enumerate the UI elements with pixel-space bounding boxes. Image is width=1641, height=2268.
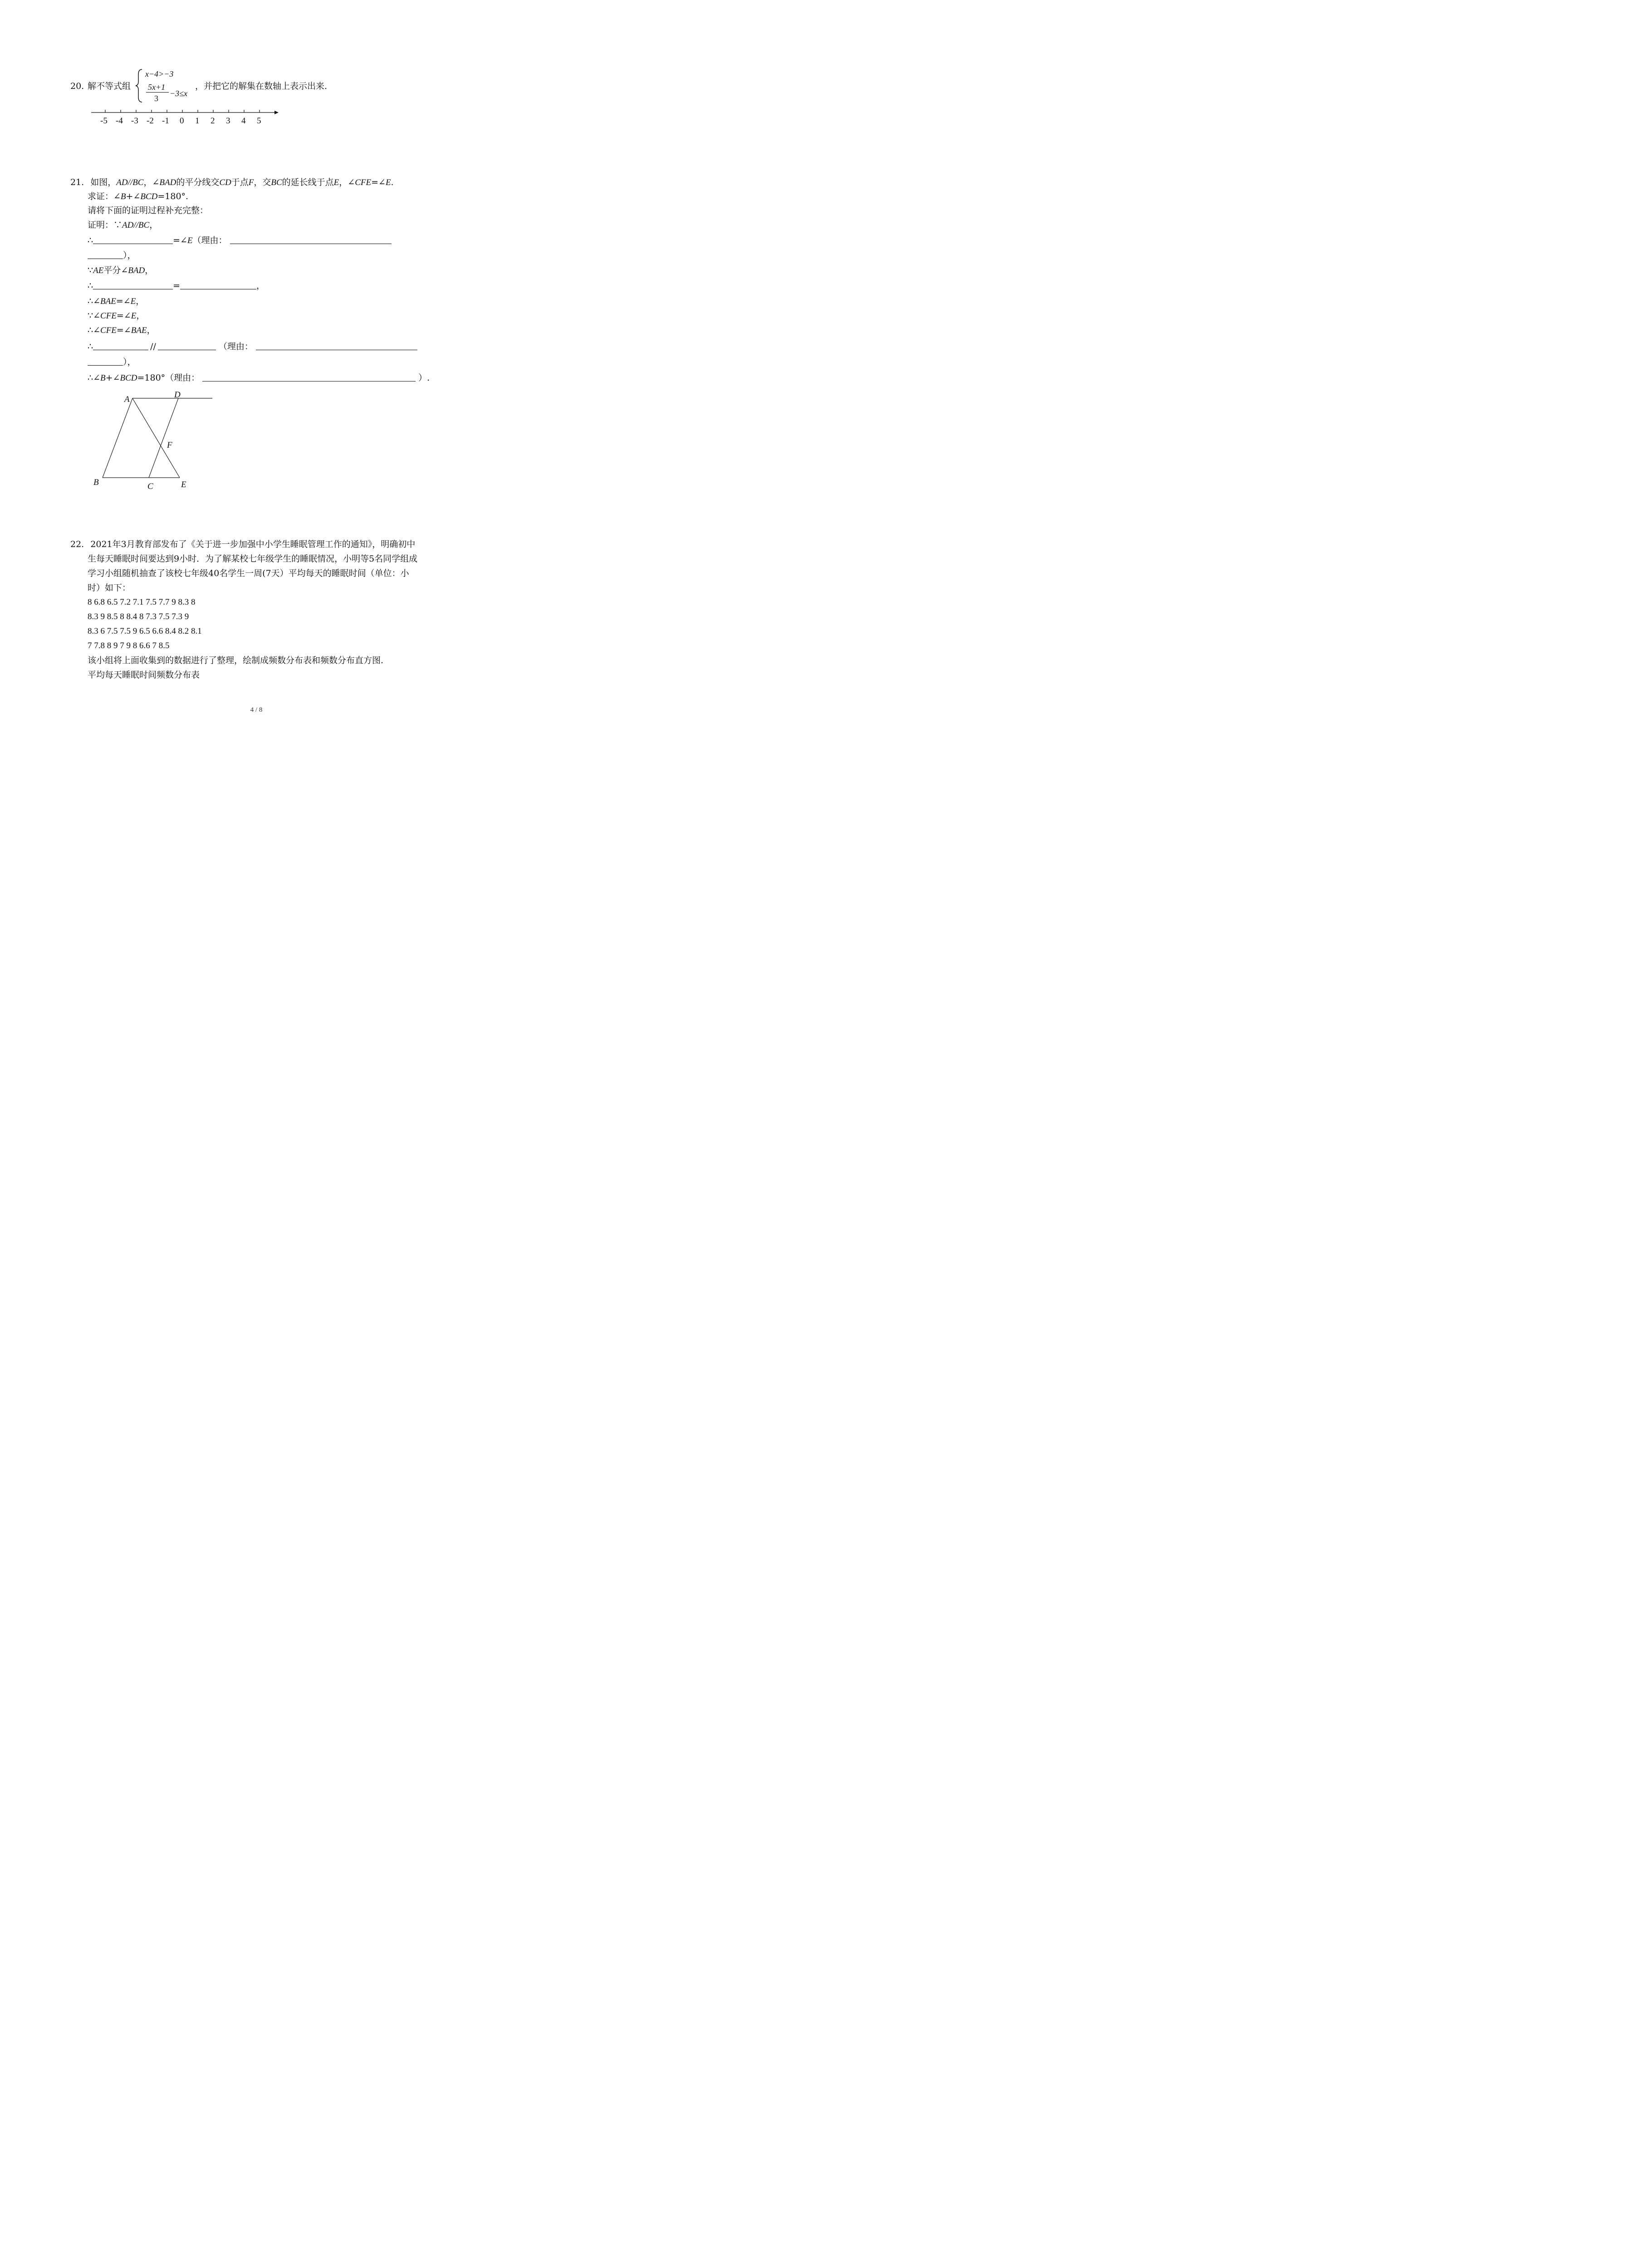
point-label-d: D xyxy=(174,390,181,400)
page-number: 4 / 8 xyxy=(250,706,263,714)
q20-inequality-1: x−4>−3 xyxy=(145,69,174,78)
q20-tail: ，并把它的解集在数轴上表示出来. xyxy=(195,81,328,91)
q20-fraction-denominator: 3 xyxy=(154,94,158,103)
data-row: 8 6.8 6.5 7.2 7.1 7.5 7.7 9 8.3 8 xyxy=(88,597,196,607)
axis-tick-label: -1 xyxy=(162,116,169,126)
geometry-figure xyxy=(91,388,218,488)
axis-tick-label: -2 xyxy=(147,116,154,126)
q22-table-title: 平均每天睡眠时间频数分布表 xyxy=(88,670,200,680)
reason-blank[interactable] xyxy=(256,342,417,350)
point-label-f: F xyxy=(167,440,172,450)
reason-blank[interactable] xyxy=(230,235,392,244)
axis-tick-label: 3 xyxy=(226,116,230,126)
axis-tick-label: 0 xyxy=(180,116,184,126)
axis-tick-label: 4 xyxy=(241,116,246,126)
axis-tick-label: 1 xyxy=(195,116,200,126)
q21-proof-start: 证明：∵AD//BC， xyxy=(88,220,158,230)
point-label-c: C xyxy=(147,482,153,491)
answer-blank[interactable] xyxy=(158,342,216,350)
axis-tick-label: -4 xyxy=(116,116,123,126)
q21-step-2: ∵AE平分∠BAD， xyxy=(88,265,154,275)
q22-paragraph-line-3: 学习小组随机抽查了该校七年级40名学生一周(7天）平均每天的睡眠时间（单位：小 xyxy=(88,568,409,578)
axis-tick-label: 5 xyxy=(257,116,261,126)
q21-step-5: ∵∠CFE=∠E， xyxy=(88,311,145,321)
axis-tick-label: -3 xyxy=(131,116,138,126)
q20-fraction-numerator: 5x+1 xyxy=(148,83,166,92)
reason-blank[interactable] xyxy=(88,357,123,366)
q21-step-4: ∴∠BAE=∠E， xyxy=(88,296,145,306)
q21-instruction: 请将下面的证明过程补充完整： xyxy=(88,205,209,215)
q22-paragraph-line-1: 22. 2021年3月教育部发布了《关于进一步加强中小学生睡眠管理工作的通知》，明确初中 xyxy=(70,539,416,549)
q21-step-7-cont: ）， xyxy=(88,357,136,367)
q22-paragraph-line-2: 生每天睡眠时间要达到9小时．为了解某校七年级学生的睡眠情况，小明等5名同学组成 xyxy=(88,554,418,564)
q21-line-1: 21. 如图，AD//BC，∠BAD的平分线交CD于点F，交BC的延长线于点E，∠CFE=∠E. xyxy=(70,177,394,187)
q21-step-3: ∴ = ， xyxy=(88,281,265,291)
q21-step-7: ∴ // （理由： xyxy=(88,341,417,352)
q21-step-6: ∴∠CFE=∠BAE， xyxy=(88,325,156,335)
data-row: 7 7.8 8 9 7 9 8 6.6 7 8.5 xyxy=(88,641,170,650)
point-label-e: E xyxy=(181,480,186,489)
reason-blank[interactable] xyxy=(88,250,123,259)
segment-dc xyxy=(149,398,178,478)
point-label-b: B xyxy=(93,478,99,487)
point-label-a: A xyxy=(124,395,130,404)
q21-number: 21. xyxy=(70,177,84,187)
data-row: 8.3 6 7.5 7.5 9 6.5 6.6 8.4 8.2 8.1 xyxy=(88,626,202,636)
q21-step-1: ∴ =∠E（理由： xyxy=(88,235,392,246)
q21-prove: 求证：∠B+∠BCD=180°. xyxy=(88,191,189,201)
answer-blank[interactable] xyxy=(180,281,256,289)
answer-blank[interactable] xyxy=(93,235,173,244)
segment-ab xyxy=(103,398,132,478)
reason-blank[interactable] xyxy=(202,373,416,381)
q20-inequality-2-rest: −3≤x xyxy=(170,89,188,98)
segment-ae xyxy=(132,398,180,478)
q20-number: 20. xyxy=(70,81,84,91)
system-brace-icon xyxy=(135,68,144,103)
q21-step-1-cont: ）， xyxy=(88,250,136,261)
answer-blank[interactable] xyxy=(93,281,173,289)
q22-number: 22. xyxy=(70,539,84,549)
q21-step-8: ∴∠B+∠BCD=180°（理由： ）. xyxy=(88,373,430,383)
data-row: 8.3 9 8.5 8 8.4 8 7.3 7.5 7.3 9 xyxy=(88,612,189,621)
q22-paragraph-line-4: 时）如下： xyxy=(88,583,131,593)
answer-blank[interactable] xyxy=(93,342,148,350)
axis-tick-label: -5 xyxy=(100,116,108,126)
q22-summary: 该小组将上面收集到的数据进行了整理，绘制成频数分布表和频数分布直方图. xyxy=(88,655,384,665)
q20-stem: 解不等式组 xyxy=(88,81,131,91)
axis-tick-label: 2 xyxy=(211,116,215,126)
